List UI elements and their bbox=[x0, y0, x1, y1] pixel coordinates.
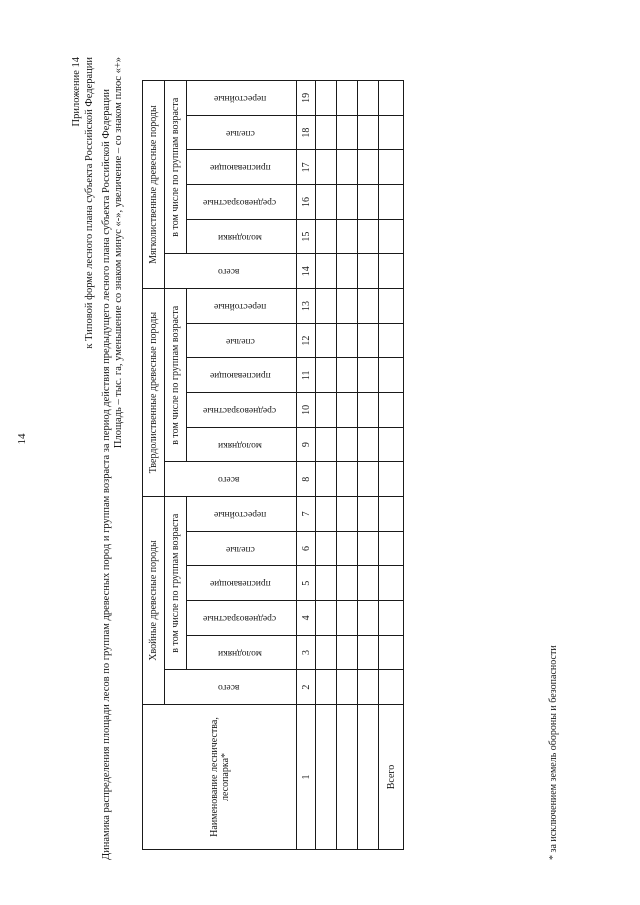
column-number-row bbox=[297, 81, 316, 850]
column-number: 3 bbox=[297, 635, 316, 670]
age-header: перестойные bbox=[187, 497, 297, 532]
age-header: приспевающие bbox=[187, 150, 297, 185]
column-number: 19 bbox=[297, 81, 316, 116]
table-row bbox=[358, 81, 379, 850]
total-row bbox=[379, 81, 404, 850]
page-header bbox=[70, 57, 96, 557]
column-number: 1 bbox=[297, 705, 316, 850]
column-number: 15 bbox=[297, 219, 316, 254]
including-header: в том числе по группам возраста bbox=[165, 289, 187, 462]
total-row-label: Всего bbox=[379, 705, 404, 850]
age-header: перестойные bbox=[187, 289, 297, 324]
age-header: средневозрастные bbox=[187, 601, 297, 636]
total-header: всего bbox=[165, 462, 297, 497]
column-number: 9 bbox=[297, 427, 316, 462]
group-header-softwood: Мягколиственные древесные породы bbox=[143, 81, 165, 289]
age-header: приспевающие bbox=[187, 566, 297, 601]
column-number: 4 bbox=[297, 601, 316, 636]
total-header: всего bbox=[165, 254, 297, 289]
column-number: 8 bbox=[297, 462, 316, 497]
column-number: 18 bbox=[297, 115, 316, 150]
group-header-conifer: Хвойные древесные породы bbox=[143, 497, 165, 705]
including-header: в том числе по группам возраста bbox=[165, 497, 187, 670]
column-number: 6 bbox=[297, 531, 316, 566]
age-header: спелые bbox=[187, 115, 297, 150]
including-header: в том числе по группам возраста bbox=[165, 81, 187, 254]
column-number: 17 bbox=[297, 150, 316, 185]
column-number: 16 bbox=[297, 185, 316, 220]
column-number: 2 bbox=[297, 670, 316, 705]
column-number: 12 bbox=[297, 323, 316, 358]
table-row bbox=[316, 81, 337, 850]
page-number: 14 bbox=[16, 433, 28, 445]
group-header-hardwood: Твердолиственные древесные породы bbox=[143, 289, 165, 497]
footnote: * за исключением земель обороны и безопасности bbox=[548, 645, 559, 860]
age-header: спелые bbox=[187, 531, 297, 566]
document-title: Динамика распределения площади лесов по группам древесных пород и группам возраста за период действия предыдущего лесного плана субъекта Российской Федерации bbox=[101, 89, 112, 860]
landscape-page bbox=[70, 45, 570, 870]
table-row bbox=[337, 81, 358, 850]
units-note: Площадь – тыс. га, уменьшение со знаком минус «-», увеличение – со знаком плюс «+» bbox=[113, 57, 124, 449]
age-header: средневозрастные bbox=[187, 185, 297, 220]
forest-area-table bbox=[142, 80, 404, 850]
age-header: спелые bbox=[187, 323, 297, 358]
age-header: средневозрастные bbox=[187, 393, 297, 428]
name-header: Наименование лесничества, лесопарка* bbox=[143, 705, 297, 850]
age-header: молодняки bbox=[187, 427, 297, 462]
column-number: 7 bbox=[297, 497, 316, 532]
age-header: перестойные bbox=[187, 81, 297, 116]
appendix-subtitle: к Типовой форме лесного плана субъекта Российской Федерации bbox=[84, 57, 95, 349]
column-number: 11 bbox=[297, 358, 316, 393]
column-number: 14 bbox=[297, 254, 316, 289]
column-number: 13 bbox=[297, 289, 316, 324]
column-number: 5 bbox=[297, 566, 316, 601]
table-header-row bbox=[143, 81, 165, 850]
total-header: всего bbox=[165, 670, 297, 705]
age-header: молодняки bbox=[187, 635, 297, 670]
age-header: молодняки bbox=[187, 219, 297, 254]
appendix-label: Приложение 14 bbox=[71, 57, 82, 127]
age-header: приспевающие bbox=[187, 358, 297, 393]
column-number: 10 bbox=[297, 393, 316, 428]
